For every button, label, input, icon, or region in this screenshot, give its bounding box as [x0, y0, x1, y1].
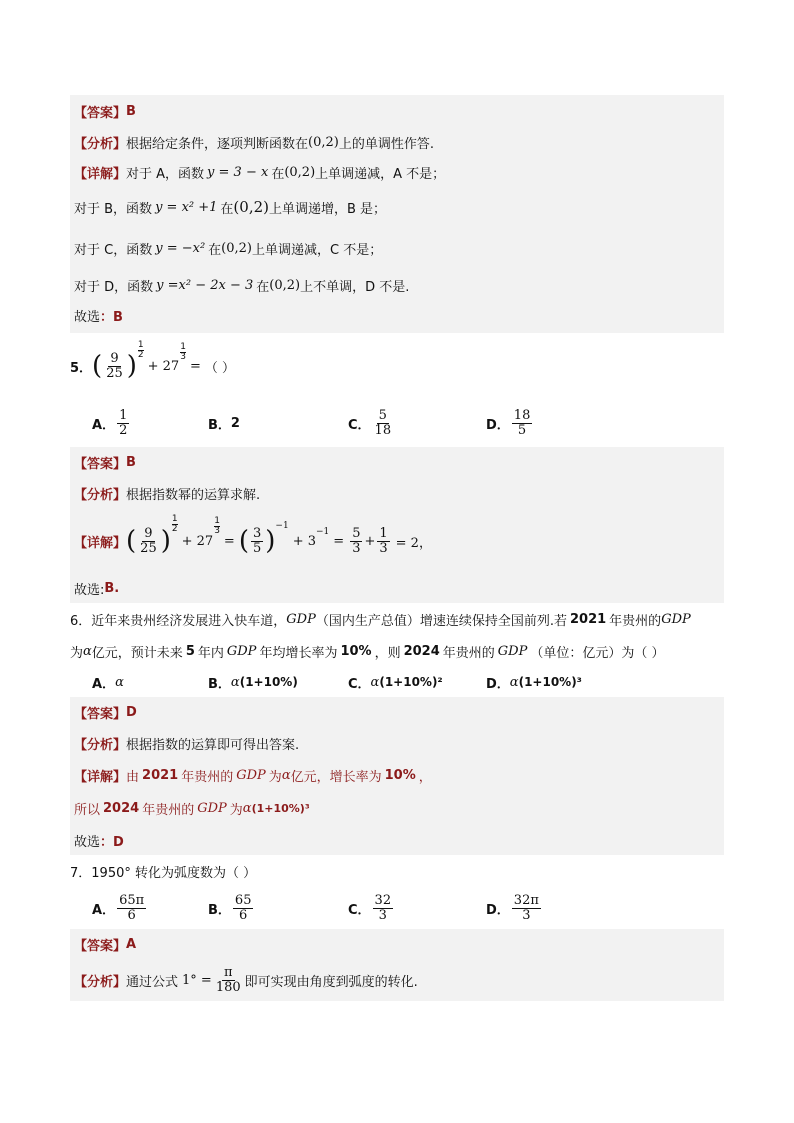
choice-letter: D．	[486, 417, 510, 433]
q5-number: 5．	[70, 360, 93, 376]
q6-text: 为	[70, 645, 84, 661]
q5-choice-b[interactable]	[208, 414, 348, 433]
q6-text: 年贵州的	[609, 613, 662, 629]
q5-blank: （ ）	[204, 360, 235, 376]
q6-choices	[70, 667, 724, 697]
q5-detail-exp1	[172, 515, 178, 534]
q6-text: （国内生产总值）增速连续保持全国前列.若	[315, 613, 567, 629]
q4-interval: (0,2)	[308, 134, 339, 150]
q6-detail-expr: (1+10%)³	[251, 801, 310, 815]
q6-stem-line1	[70, 603, 724, 635]
q6-detail-alpha: α	[242, 800, 252, 816]
equals: =	[333, 533, 345, 549]
q5-choice-d-frac	[512, 409, 533, 437]
q4-analysis-row	[70, 127, 724, 157]
equals: =	[223, 533, 235, 549]
frac-den: 6	[127, 907, 136, 923]
therefore-label: 故选	[74, 834, 101, 850]
q6-answer: D	[126, 704, 137, 720]
frac-num: π	[223, 964, 233, 980]
q6-detail-year: 2024	[103, 800, 140, 816]
q7-choice-c-frac	[373, 894, 394, 922]
q4-detail3-mid: 在	[208, 242, 222, 258]
q4-detail3-interval: (0,2)	[221, 240, 252, 256]
exp-num: 1	[171, 514, 178, 524]
answer-label: 【答案】	[74, 105, 127, 121]
q6-gdp: GDP	[226, 643, 257, 659]
q6-detail-year: 2021	[142, 767, 179, 783]
q6-gdp: GDP	[661, 611, 691, 627]
q5-detail-result: = 2，	[395, 535, 432, 551]
q6-answer-row	[70, 697, 724, 727]
frac-num: 32π	[513, 892, 539, 908]
q5-choice-a[interactable]	[92, 409, 208, 437]
frac-den: 25	[140, 540, 157, 556]
q4-detail4-post: 上不单调，D 不是.	[300, 279, 410, 295]
q4-detail-row-3	[70, 227, 724, 269]
q6-detail-text: 年贵州的	[181, 769, 234, 785]
q6-choice-row	[70, 825, 724, 855]
frac-num: 1	[119, 407, 128, 423]
q5-fraction-den: 25	[106, 365, 123, 381]
q5-exp2-num: 1	[180, 342, 186, 352]
q6-detail-pct: 10%	[384, 767, 416, 783]
choice-alpha: α	[115, 674, 124, 690]
q7-answer: A	[126, 936, 137, 952]
q6-analysis-text: 根据指数的运算即可得出答案.	[126, 737, 300, 753]
q6-detail-gdp: GDP	[236, 767, 266, 783]
choice-alpha: α	[370, 674, 380, 690]
q6-detail-row-1	[70, 759, 724, 791]
q4-answer-row	[70, 95, 724, 127]
q5-fraction-num: 9	[110, 350, 119, 366]
q6-choice-b[interactable]	[208, 673, 348, 692]
right-paren-icon: )	[126, 351, 137, 381]
q5-detail-exp3: −1	[275, 521, 289, 531]
answer-label: 【答案】	[74, 456, 127, 472]
q4-detail1-mid: 在	[271, 166, 285, 182]
q6-detail-gdp: GDP	[197, 800, 227, 816]
q6-choice: ：D	[100, 834, 124, 850]
q5-choice-d[interactable]	[486, 409, 626, 437]
frac-den: 3	[379, 540, 388, 556]
analysis-label: 【分析】	[74, 136, 127, 152]
plus: +	[364, 533, 376, 549]
frac-num: 65π	[119, 892, 145, 908]
q7-analysis-text-end: 即可实现由角度到弧度的转化.	[244, 974, 418, 990]
q5-choice-a-frac	[117, 409, 129, 437]
q4-detail1-post: 上单调递减，A 不是；	[315, 166, 446, 182]
therefore-label: 故选:	[74, 582, 105, 598]
frac-num: 1	[379, 525, 388, 541]
q5-analysis-text: 根据指数幂的运算求解.	[126, 487, 261, 503]
q6-detail-text: 由	[126, 769, 140, 785]
q5-analysis-row	[70, 477, 724, 509]
q4-answer: B	[126, 103, 136, 119]
q6-gdp: GDP	[286, 611, 316, 627]
q6-text: 年贵州的	[442, 645, 495, 661]
answer-label: 【答案】	[74, 706, 127, 722]
q6-detail-text: 所以	[74, 802, 101, 818]
frac-num: 32	[374, 892, 392, 908]
q6-detail-text: 年贵州的	[142, 802, 195, 818]
frac-num: 18	[513, 407, 531, 423]
q5-detail-frac1	[138, 527, 159, 555]
q5-exponent2	[180, 343, 186, 362]
q4-analysis-text: 根据给定条件，逐项判断函数在	[126, 136, 309, 152]
q5-exp1-den: 2	[137, 350, 144, 360]
q6-solution-block	[70, 697, 724, 855]
q5-solution-block	[70, 447, 724, 603]
q5-detail-plus: + 3	[292, 533, 316, 549]
q6-text: 年内	[197, 645, 224, 661]
q5-fraction	[104, 352, 125, 380]
frac-den: 18	[374, 422, 392, 438]
q6-text: ，则	[374, 645, 401, 661]
q6-alpha: α	[83, 643, 92, 659]
frac-num: 5	[352, 525, 361, 541]
frac-den: 3	[378, 907, 387, 923]
q4-detail4-interval: (0,2)	[269, 277, 301, 293]
q5-detail-frac4	[377, 527, 389, 555]
q5-detail-exp4: −1	[316, 527, 330, 537]
choice-text: (1+10%)	[239, 675, 298, 689]
q4-detail2-post: 上单调递增，B 是；	[268, 201, 387, 217]
q4-detail2-pre: 对于 B，函数	[74, 201, 153, 217]
q6-text: 年均增长率为	[259, 645, 338, 661]
q4-detail1-function: y = 3 − x	[207, 164, 269, 180]
exp-num: 1	[214, 516, 220, 526]
q6-analysis-row	[70, 727, 724, 759]
frac-den: 3	[352, 540, 361, 556]
q4-detail-row-1	[70, 157, 724, 187]
q4-solution-block	[70, 95, 724, 333]
detail-label: 【详解】	[74, 535, 127, 551]
right-paren-icon: )	[265, 526, 276, 556]
q6-text: （单位：亿元）为（ ）	[530, 645, 665, 661]
analysis-label: 【分析】	[74, 974, 127, 990]
frac-den: 2	[119, 422, 128, 438]
therefore-label: 故选	[74, 309, 101, 325]
q4-detail3-post: 上单调递减，C 不是；	[252, 242, 383, 258]
choice-letter: C．	[348, 676, 371, 692]
left-paren-icon: (	[126, 526, 137, 556]
q6-detail-row-2	[70, 791, 724, 825]
frac-den: 180	[215, 979, 241, 995]
choice-text: (1+10%)³	[518, 675, 582, 689]
q4-detail-row-2	[70, 187, 724, 227]
q4-analysis-text-end: 上的单调性作答.	[338, 136, 434, 152]
right-paren-icon: )	[160, 526, 171, 556]
choice-text: 2	[230, 415, 240, 431]
q5-detail-frac3	[350, 527, 362, 555]
q7-solution-block	[70, 929, 724, 1001]
choice-letter: C．	[348, 417, 371, 433]
q6-detail-alpha: α	[281, 767, 291, 783]
q6-stem-line2	[70, 635, 724, 667]
choice-text: (1+10%)²	[379, 675, 443, 689]
frac-den: 6	[239, 907, 248, 923]
choice-alpha: α	[509, 674, 519, 690]
q6-choice-a[interactable]	[92, 673, 208, 692]
q5-equals: =	[189, 358, 201, 374]
q5-detail-base: + 27	[181, 533, 214, 549]
q4-detail4-function: y =x² − 2x − 3	[156, 277, 254, 293]
q7-analysis-frac	[214, 966, 243, 994]
frac-den: 3	[522, 907, 531, 923]
q5-detail-frac2	[251, 527, 263, 555]
q5-exp1-num: 1	[137, 340, 144, 350]
exp-den: 3	[214, 526, 220, 536]
q6-choice-d[interactable]	[486, 673, 626, 692]
q5-choices	[70, 399, 724, 447]
exp-den: 2	[171, 524, 178, 534]
q4-detail2-interval: (0,2)	[233, 198, 269, 216]
choice-letter: C．	[348, 902, 371, 918]
q5-choice-c[interactable]	[348, 409, 486, 437]
left-paren-icon: (	[92, 351, 103, 381]
frac-num: 9	[144, 525, 153, 541]
q7-choice-c[interactable]	[348, 894, 486, 922]
frac-num: 5	[378, 407, 387, 423]
q4-detail3-function: y = −x²	[155, 240, 206, 256]
q5-detail-row	[70, 509, 724, 573]
q7-choice-b-frac	[233, 894, 254, 922]
q5-answer-row	[70, 447, 724, 477]
q5-answer: B	[126, 454, 136, 470]
q7-choice-d-frac	[512, 894, 541, 922]
q7-answer-row	[70, 929, 724, 959]
q4-detail2-mid: 在	[220, 201, 234, 217]
q4-detail1-interval: (0,2)	[284, 164, 316, 180]
q4-choice-row	[70, 301, 724, 329]
q7-stem-text: 7．1950° 转化为弧度数为（ ）	[70, 865, 257, 881]
choice-letter: B．	[208, 676, 231, 692]
choice-letter: D．	[486, 902, 510, 918]
q6-detail-text: 为	[268, 769, 282, 785]
analysis-label: 【分析】	[74, 737, 127, 753]
q4-detail3-pre: 对于 C，函数	[74, 242, 153, 258]
choice-alpha: α	[230, 674, 240, 690]
frac-num: 3	[252, 525, 262, 541]
frac-den: 5	[252, 540, 262, 556]
q6-text: 亿元，预计未来	[91, 645, 183, 661]
q6-text: 6．近年来贵州经济发展进入快车道，	[70, 613, 287, 629]
q6-year: 2024	[403, 643, 440, 659]
q6-gdp: GDP	[497, 643, 528, 659]
q4-detail1-pre: 对于 A，函数	[126, 166, 205, 182]
q5-choice-c-frac	[373, 409, 394, 437]
q5-stem	[70, 333, 724, 399]
left-paren-icon: (	[238, 526, 249, 556]
q6-pct: 10%	[340, 643, 372, 659]
choice-letter: A．	[92, 676, 116, 692]
q5-base2: + 27	[147, 358, 180, 374]
q4-choice: ：B	[100, 309, 123, 325]
q6-five: 5	[185, 643, 195, 659]
q7-choice-b[interactable]	[208, 894, 348, 922]
q4-detail4-mid: 在	[256, 279, 270, 295]
q7-stem	[70, 855, 724, 887]
q7-analysis-text: 通过公式	[126, 974, 179, 990]
frac-den: 5	[517, 422, 527, 438]
q6-detail-text: 为	[229, 802, 243, 818]
q4-detail2-function: y = x² +1	[155, 199, 218, 215]
frac-num: 65	[234, 892, 252, 908]
choice-letter: B．	[208, 902, 231, 918]
q5-detail-exp2	[214, 517, 220, 536]
q7-analysis-row	[70, 959, 724, 1001]
q5-choice: B.	[104, 580, 120, 596]
detail-label: 【详解】	[74, 769, 127, 785]
choice-letter: D．	[486, 676, 510, 692]
q4-detail4-pre: 对于 D，函数	[74, 279, 154, 295]
page-content	[70, 95, 724, 1001]
q5-exp2-den: 3	[180, 352, 186, 362]
q6-detail-text: ，	[418, 769, 432, 785]
q6-year: 2021	[569, 611, 607, 627]
analysis-label: 【分析】	[74, 487, 127, 503]
q7-choice-a-frac	[117, 894, 146, 922]
choice-letter: A．	[92, 417, 116, 433]
detail-label: 【详解】	[74, 166, 127, 182]
q7-choice-a[interactable]	[92, 894, 208, 922]
q5-exponent1	[138, 341, 144, 360]
choice-letter: A．	[92, 902, 116, 918]
q7-degree: 1° =	[182, 972, 212, 988]
q6-detail-text: 亿元，增长率为	[290, 769, 382, 785]
choice-letter: B．	[208, 417, 231, 433]
q5-choice-row	[70, 573, 724, 603]
q7-choice-d[interactable]	[486, 894, 626, 922]
q4-detail-row-4	[70, 269, 724, 301]
q7-choices	[70, 887, 724, 929]
answer-label: 【答案】	[74, 938, 127, 954]
q6-choice-c[interactable]	[348, 673, 486, 692]
